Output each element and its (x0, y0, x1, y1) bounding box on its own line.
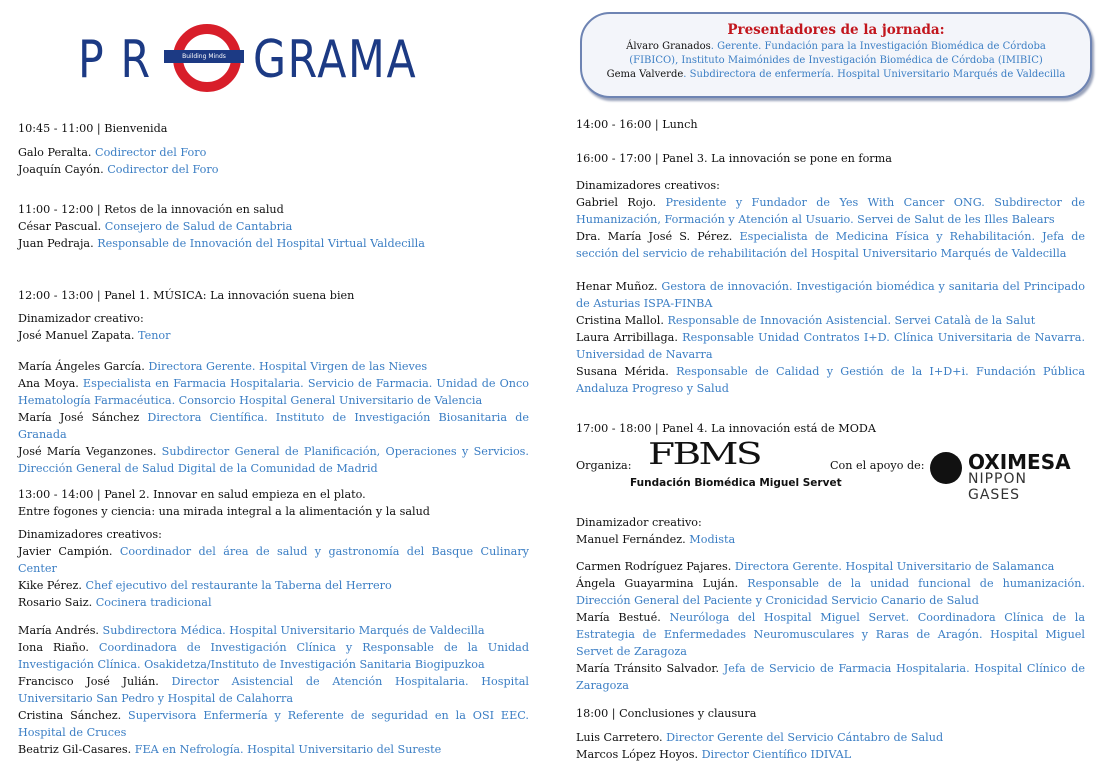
speaker-name: Gabriel Rojo. (576, 196, 657, 209)
speaker-line (18, 673, 529, 707)
fbms-signature: FBMS (648, 437, 760, 472)
fbms-name: Fundación Biomédica Miguel Servet (630, 477, 842, 489)
oximesa-name: OXIMESA (968, 450, 1071, 474)
apoyo-label: Con el apoyo de: (830, 459, 925, 472)
speaker-name: César Pascual. (18, 220, 102, 233)
speaker-role: Chef ejecutivo del restaurante la Taberna del Herrero (81, 579, 392, 592)
session-time: 18:00 | Conclusiones y clausura (576, 707, 757, 720)
session-time: 10:45 - 11:00 | Bienvenida (18, 122, 168, 135)
speaker-line (576, 746, 1085, 763)
session-lunch (576, 116, 1085, 133)
speaker-name: Carmen Rodríguez Pajares. (576, 560, 732, 573)
presenter-role: . Gerente. Fundación para la Investigación Biomédica de Córdoba (FIBICO), Instituto Maimónides de Investigación Biomédica de Córdoba (IMIBIC) (629, 41, 1046, 66)
speaker-line (576, 278, 1085, 312)
speaker-name: Marcos López Hoyos. (576, 748, 699, 761)
organiza-label: Organiza: (576, 459, 632, 472)
logo-text-right: GRAMA (253, 30, 418, 90)
presenter-role: . Subdirectora de enfermería. Hospital Universitario Marqués de Valdecilla (683, 69, 1066, 80)
speaker-role: Responsable de Innovación del Hospital Virtual Valdecilla (93, 237, 425, 250)
speaker-line (576, 228, 1085, 262)
speaker-role: Tenor (134, 329, 171, 342)
session-time: 13:00 - 14:00 | Panel 2. Innovar en salud empieza en el plato. (18, 488, 366, 501)
speaker-line (576, 609, 1085, 660)
session-time: 14:00 - 16:00 | Lunch (576, 118, 698, 131)
speaker-line (18, 443, 529, 477)
speaker-role: Consejero de Salud de Cantabria (101, 220, 293, 233)
speaker-name: María Bestué. (576, 611, 661, 624)
session-welcome (18, 120, 529, 178)
speaker-role: FEA en Nefrología. Hospital Universitario del Sureste (131, 743, 442, 756)
presenters-text (602, 40, 1070, 82)
speaker-role: Especialista en Farmacia Hospitalaria. Servicio de Farmacia. Unidad de Onco Hematología Farmacéutica. Consorcio Hospital General Universitario de Valencia (18, 377, 529, 407)
presenters-title: Presentadores de la jornada: (727, 22, 945, 38)
speaker-role: Supervisora Enfermería y Referente de seguridad en la OSI EEC. Hospital de Cruces (18, 709, 529, 739)
session-time: 11:00 - 12:00 | Retos de la innovación en salud (18, 203, 284, 216)
session-time: 17:00 - 18:00 | Panel 4. La innovación está de MODA (576, 422, 876, 435)
speaker-line (576, 363, 1085, 397)
speaker-role: Director Asistencial de Atención Hospitalaria. Hospital Universitario San Pedro y Hospital de Calahorra (18, 675, 529, 705)
speaker-name: Javier Campión. (18, 545, 113, 558)
speaker-line (18, 218, 529, 235)
speaker-line (18, 577, 529, 594)
speaker-line (18, 144, 529, 161)
speaker-role: Jefa de Servicio de Farmacia Hospitalaria. Hospital Clínico de Zaragoza (576, 662, 1085, 692)
session-panel-2 (18, 486, 529, 758)
logo-ring-bar: Building Minds (164, 50, 244, 63)
speaker-line (576, 194, 1085, 228)
speaker-role: Neuróloga del Hospital Miguel Servet. Coordinadora Clínica de la Estrategia de Enfermedades Neuromusculares y Raras de Aragón. Hospital Miguel Servet de Zaragoza (576, 611, 1085, 658)
speaker-line (18, 639, 529, 673)
dynamizer-label: Dinamizador creativo: (576, 516, 702, 529)
speaker-name: Dra. María José S. Pérez. (576, 230, 733, 243)
speaker-name: Luis Carretero. (576, 731, 663, 744)
speaker-line (18, 375, 529, 409)
dynamizer-label: Dinamizador creativo: (18, 312, 144, 325)
speaker-role: Coordinador del área de salud y gastronomía del Basque Culinary Center (18, 545, 530, 575)
session-time: 12:00 - 13:00 | Panel 1. MÚSICA: La innovación suena bien (18, 289, 355, 302)
speaker-role: Subdirectora Médica. Hospital Universitario Marqués de Valdecilla (99, 624, 485, 637)
dynamizer-label: Dinamizadores creativos: (576, 179, 720, 192)
speaker-role: Cocinera tradicional (92, 596, 212, 609)
speaker-role: Especialista de Medicina Física y Rehabilitación. Jefa de sección del servicio de rehabilitación del Hospital Universitario Marqués de Valdecilla (576, 230, 1085, 260)
dynamizer-label: Dinamizadores creativos: (18, 528, 162, 541)
speaker-name: Iona Riaño. (18, 641, 89, 654)
session-retos (18, 201, 529, 252)
speaker-name: Ángela Guayarmina Luján. (576, 577, 739, 590)
speaker-line (576, 558, 1085, 575)
speaker-name: José Manuel Zapata. (18, 329, 135, 342)
speaker-name: Galo Peralta. (18, 146, 92, 159)
speaker-line (18, 327, 529, 344)
speaker-role: Responsable de Calidad y Gestión de la I+D+i. Fundación Pública Andaluza Progreso y Salud (576, 365, 1085, 395)
speaker-role: Directora Gerente. Hospital Virgen de las Nieves (144, 360, 428, 373)
speaker-role: Subdirector General de Planificación, Operaciones y Servicios. Dirección General de Salud Digital de la Comunidad de Madrid (18, 445, 529, 475)
speaker-role: Director Científico IDIVAL (698, 748, 852, 761)
speaker-name: Laura Arribillaga. (576, 331, 678, 344)
speaker-role: Codirector del Foro (91, 146, 207, 159)
session-panel-4 (576, 420, 1085, 437)
presenters-box (580, 12, 1092, 98)
speaker-line (18, 543, 529, 577)
speaker-name: María Ángeles García. (18, 360, 145, 373)
speaker-name: María Tránsito Salvador. (576, 662, 719, 675)
oximesa-emblem-icon (930, 452, 962, 484)
speaker-line (576, 329, 1085, 363)
speaker-name: Manuel Fernández. (576, 533, 686, 546)
speaker-role: Directora Gerente. Hospital Universitario de Salamanca (731, 560, 1055, 573)
session-panel-4-speakers (576, 514, 1085, 694)
speaker-name: Henar Muñoz. (576, 280, 658, 293)
speaker-role: Coordinadora de Investigación Clínica y Responsable de la Unidad Investigación Clínica. Osakidetza/Instituto de Investigación Sanitaria Biogipuzkoa (18, 641, 529, 671)
speaker-role: Codirector del Foro (103, 163, 219, 176)
speaker-line (18, 622, 529, 639)
speaker-line (576, 575, 1085, 609)
oximesa-logo (930, 450, 1080, 503)
speaker-line (18, 235, 529, 252)
session-closing (576, 705, 1085, 763)
speaker-line (18, 594, 529, 611)
speaker-name: María José Sánchez (18, 411, 140, 424)
speaker-line (18, 161, 529, 178)
speaker-line (576, 660, 1085, 694)
programa-logo (78, 20, 438, 100)
speaker-name: Juan Pedraja. (18, 237, 94, 250)
session-panel-1 (18, 287, 529, 477)
speaker-name: Joaquín Cayón. (18, 163, 104, 176)
oximesa-subtitle: NIPPON GASES (968, 471, 1027, 503)
logo-text-left: P R (78, 30, 152, 90)
speaker-line (18, 741, 529, 758)
presenter-name: Gema Valverde (606, 69, 684, 80)
speaker-name: Ana Moya. (18, 377, 79, 390)
speaker-role: Modista (685, 533, 736, 546)
presenter-name: Álvaro Granados (626, 41, 711, 52)
speaker-line (18, 707, 529, 741)
speaker-role: Director Gerente del Servicio Cántabro de Salud (662, 731, 944, 744)
speaker-name: José María Veganzones. (18, 445, 157, 458)
speaker-name: Cristina Sánchez. (18, 709, 122, 722)
speaker-role: Directora Científica. Instituto de Investigación Biosanitaria de Granada (18, 411, 529, 441)
speaker-line (576, 531, 1085, 548)
speaker-line (18, 358, 529, 375)
session-time: 16:00 - 17:00 | Panel 3. La innovación se pone en forma (576, 152, 892, 165)
speaker-name: Beatriz Gil-Casares. (18, 743, 132, 756)
speaker-name: María Andrés. (18, 624, 99, 637)
fbms-logo (630, 437, 842, 493)
speaker-role: Responsable de la unidad funcional de humanización. Dirección General del Paciente y Cronicidad Servicio Canario de Salud (576, 577, 1085, 607)
session-panel-3 (576, 150, 1085, 397)
session-subtitle: Entre fogones y ciencia: una mirada integral a la alimentación y la salud (18, 505, 430, 518)
speaker-line (576, 312, 1085, 329)
speaker-line (576, 729, 1085, 746)
speaker-role: Responsable Unidad Contratos I+D. Clínica Universitaria de Navarra. Universidad de Navarra (576, 331, 1086, 361)
speaker-role: Presidente y Fundador de Yes With Cancer ONG. Subdirector de Humanización, Formación y Atención al Usuario. Servei de Salut de les Illes Balears (576, 196, 1086, 226)
speaker-name: Susana Mérida. (576, 365, 669, 378)
speaker-name: Kike Pérez. (18, 579, 82, 592)
speaker-name: Cristina Mallol. (576, 314, 664, 327)
speaker-name: Rosario Saiz. (18, 596, 93, 609)
speaker-role: Responsable de Innovación Asistencial. Servei Català de la Salut (663, 314, 1036, 327)
speaker-line (18, 409, 529, 443)
speaker-name: Francisco José Julián. (18, 675, 159, 688)
speaker-role: Gestora de innovación. Investigación biomédica y sanitaria del Principado de Asturias ISPA-FINBA (576, 280, 1085, 310)
